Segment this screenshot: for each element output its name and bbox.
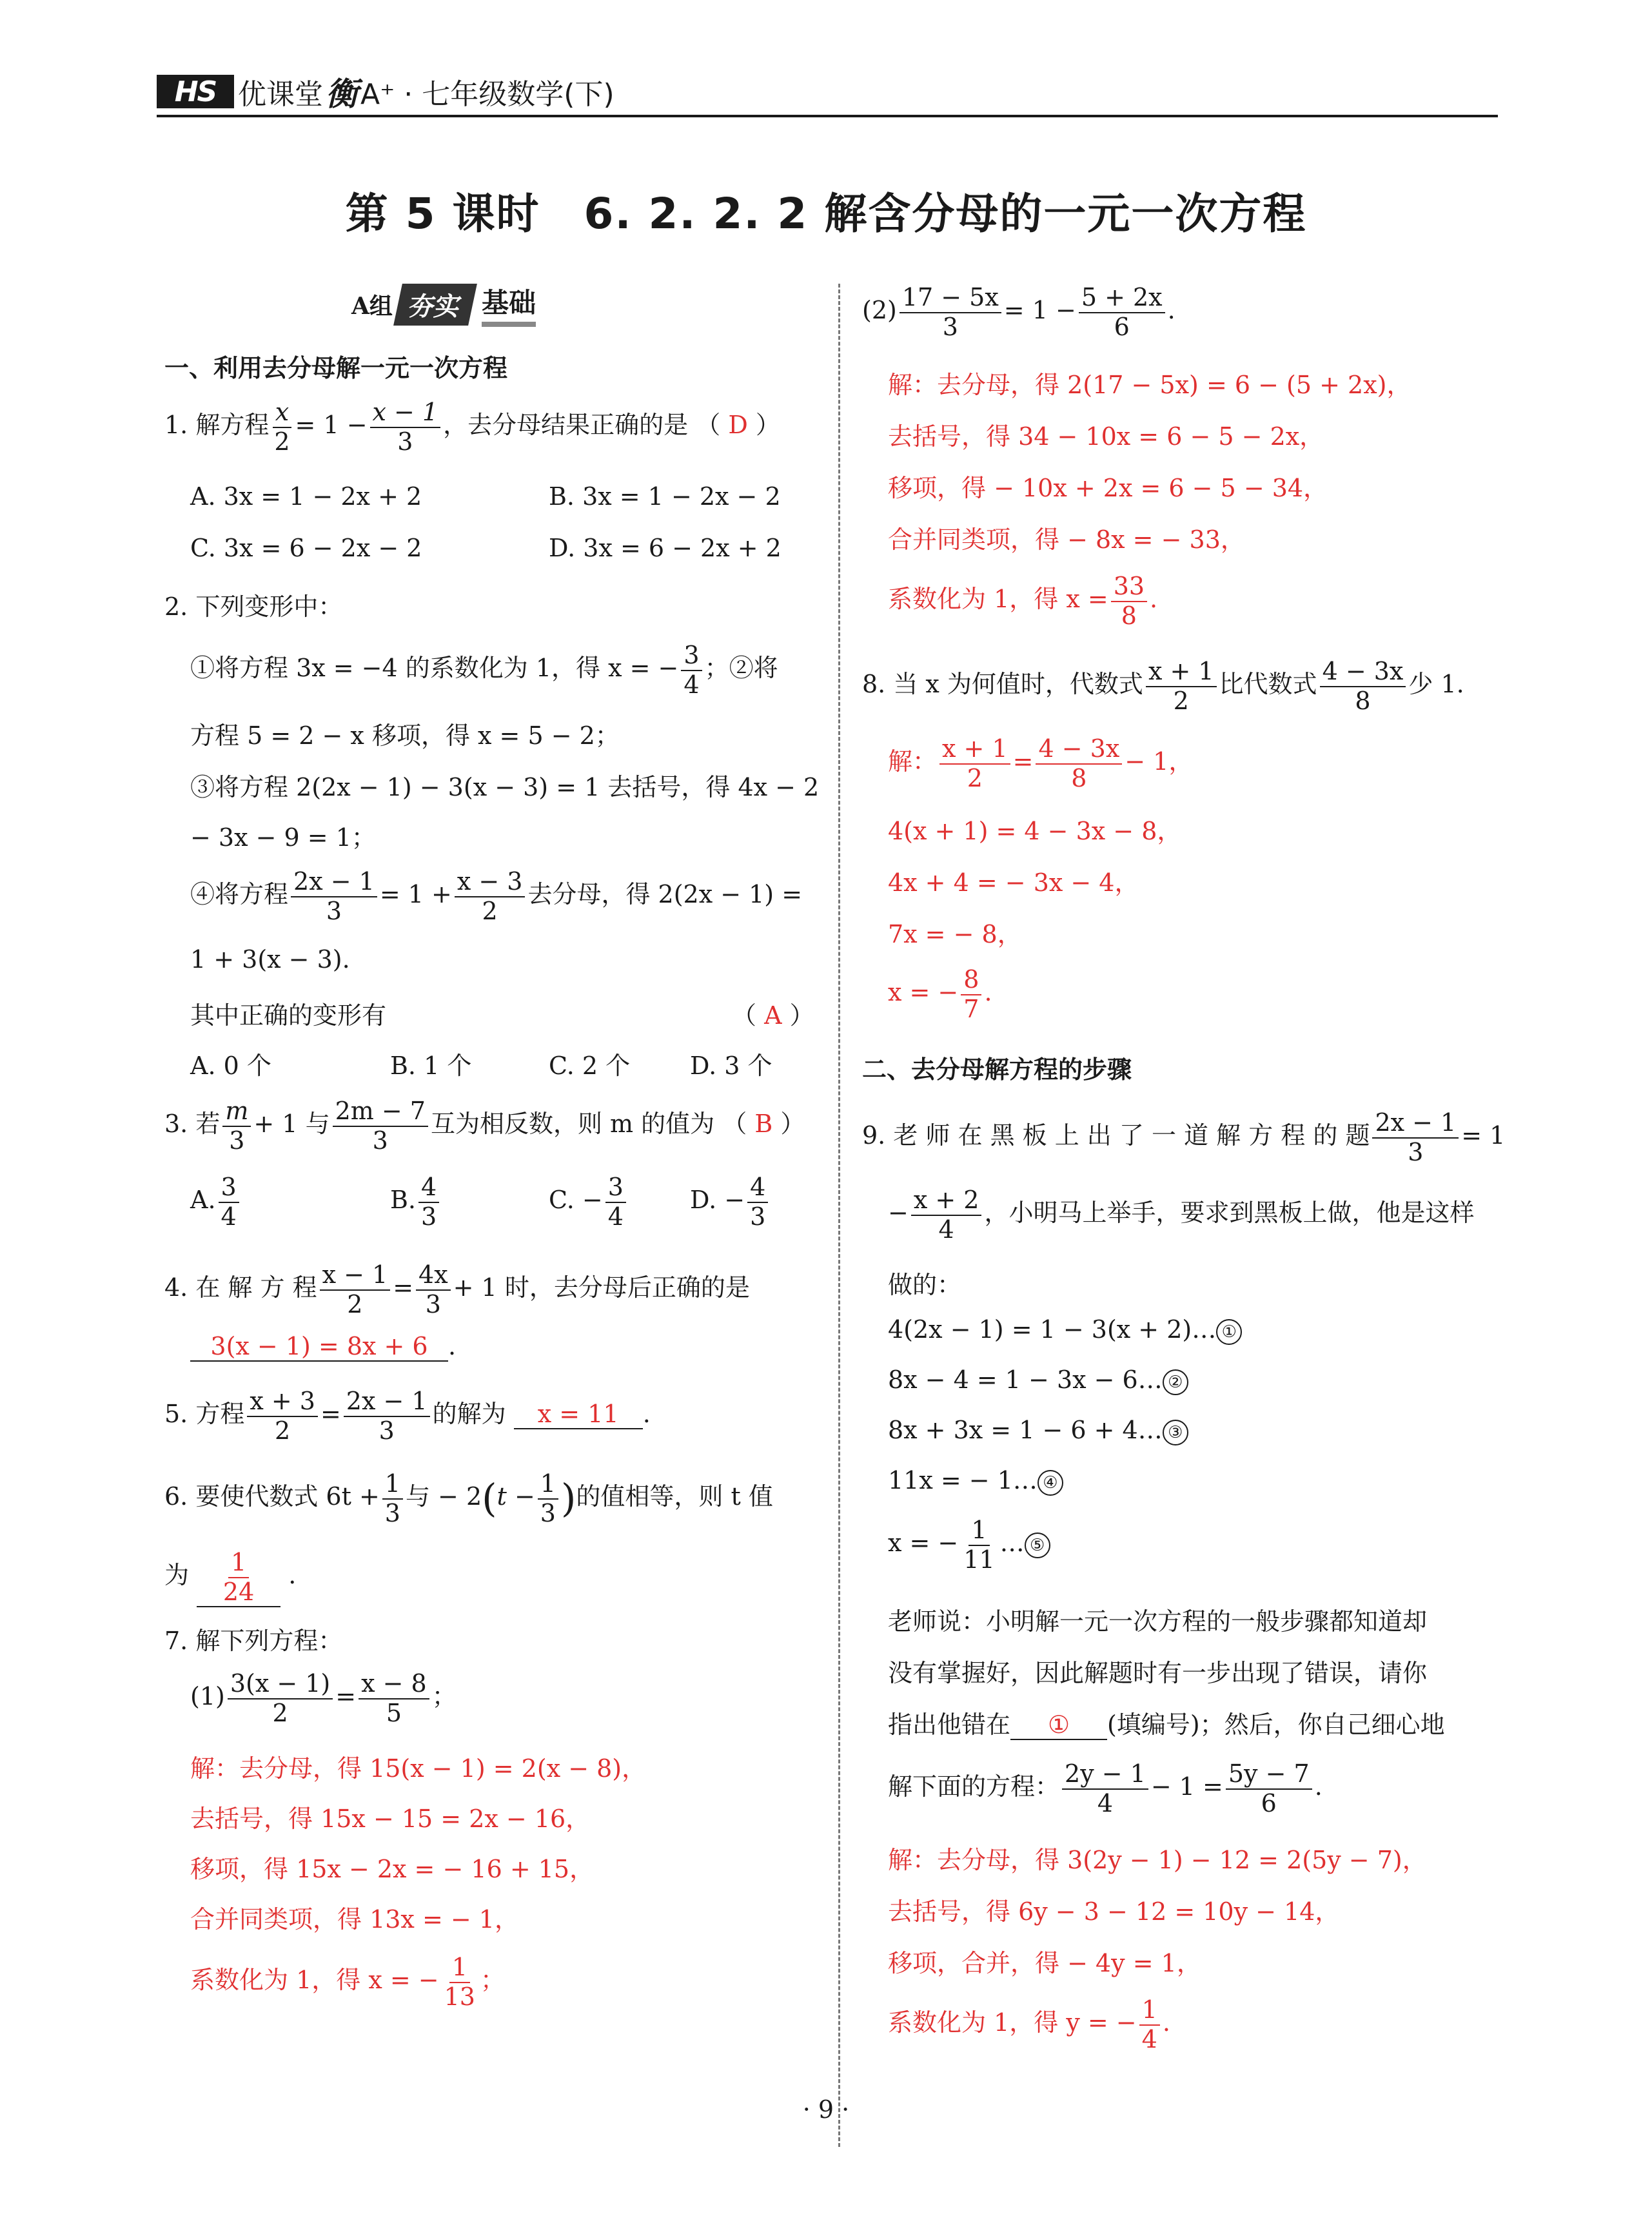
q7b-s5-frac xyxy=(1111,573,1147,630)
q6-answer xyxy=(197,1549,280,1607)
q9-w4: 11x = − 1… xyxy=(888,1466,1037,1494)
q7b-solution-5: 系数化为 1，得 x = $\frac{33}{8}$ . xyxy=(888,572,1158,630)
q9-l1b: = 1 xyxy=(1461,1121,1506,1150)
q9-w5-frac: $\frac{1}{11}$ xyxy=(963,1516,995,1574)
q9-w3: 8x + 3x = 1 − 6 + 4… xyxy=(888,1416,1163,1444)
q3-c-label: C. − xyxy=(549,1186,603,1215)
q9-line-3: 做的： xyxy=(888,1271,962,1299)
q9-step-3-marker: ③ xyxy=(1163,1420,1188,1445)
q9-t4: 解下面的方程： xyxy=(888,1772,1060,1801)
q2-option-d: D. 3 个 xyxy=(690,1052,772,1080)
q2-line-5 xyxy=(190,868,802,925)
q7-solution-5: 系数化为 1，得 x = − $\frac{1}{13}$ ； xyxy=(190,1953,505,2011)
q5-stem-c: 的解为 xyxy=(432,1400,506,1429)
q2-frac: $\frac{3}{4}$ xyxy=(681,641,702,699)
q7-solution-1: 解：去分母，得 15(x − 1) = 2(x − 8)， xyxy=(190,1754,647,1783)
q6-answer-line: 为 $\frac{1}{24}$ . xyxy=(164,1549,296,1607)
q3-a-label: A. xyxy=(190,1186,216,1215)
q1-stem: 1. 解方程 xyxy=(164,411,270,440)
q7-stem: 7. 解下列方程： xyxy=(164,1627,343,1655)
q2-line-4: − 3x − 9 = 1； xyxy=(190,823,376,852)
q9-t3b: (填编号)；然后，你自己细心地 xyxy=(1107,1710,1445,1739)
q9-s4-frac xyxy=(1139,1996,1160,2053)
q2-answer-bracket: （ A ） xyxy=(732,1001,814,1030)
q8-s1c: − 1， xyxy=(1125,747,1194,776)
q8-s1b: = xyxy=(1012,747,1034,776)
q8-s5: x = − xyxy=(888,978,959,1007)
q7b-solution-3: 移项，得 − 10x + 2x = 6 − 5 − 34， xyxy=(888,474,1328,502)
q8-stem-c: 少 1. xyxy=(1408,670,1464,699)
q9-step-5-marker: ⑤ xyxy=(1025,1533,1050,1558)
q7-p2-frac-2: $\frac{5 + 2x}{6}$ xyxy=(1079,284,1165,341)
q5-frac-1: $\frac{x + 3}{2}$ xyxy=(247,1387,318,1445)
q8-s5-num: 8 xyxy=(961,966,981,995)
q7-p1b: = xyxy=(335,1682,357,1711)
q7-p1c: ； xyxy=(431,1682,457,1711)
section-heading-1: 一、利用去分母解一元一次方程 xyxy=(164,354,508,382)
q4-frac-1: $\frac{x - 1}{2}$ xyxy=(320,1261,391,1318)
q9-solution-3: 移项，合并，得 − 4y = 1， xyxy=(888,1949,1201,1977)
q9-l1: 9. 老 师 在 黑 板 上 出 了 一 道 解 方 程 的 题 xyxy=(862,1121,1370,1150)
q7-solution-4: 合并同类项，得 13x = − 1， xyxy=(190,1905,519,1934)
q6-stem-b: 与 − 2 xyxy=(405,1482,482,1511)
q9-frac-2: $\frac{x + 2}{4}$ xyxy=(911,1186,982,1244)
q4-answer: 3(x − 1) = 8x + 6 xyxy=(190,1332,448,1362)
q4-stem: 4. 在 解 方 程 xyxy=(164,1273,317,1302)
q7-s5: 系数化为 1，得 x = − xyxy=(190,1966,439,1995)
q3-stem-c: 互为相反数，则 m 的值为 （ xyxy=(430,1110,747,1139)
q8-s5-frac xyxy=(961,966,981,1023)
q3-option-a xyxy=(190,1173,242,1231)
q4-frac-2: $\frac{4x}{3}$ xyxy=(416,1261,451,1318)
q1-frac-1: $\frac{x}{2}$ xyxy=(271,398,292,456)
q3-c-frac: $\frac{3}{4}$ xyxy=(605,1173,626,1231)
q7-s5-frac xyxy=(442,1954,478,2011)
q9-work-4 xyxy=(888,1466,1063,1496)
q3-b-label: B. xyxy=(390,1186,417,1215)
q9-l2: − xyxy=(888,1199,909,1228)
page-header xyxy=(157,72,615,111)
question-8 xyxy=(862,658,1464,715)
q2-option-a: A. 0 个 xyxy=(190,1052,271,1080)
book-title: A⁺ · 七年级数学(下) xyxy=(360,78,615,111)
q7b-s5: 系数化为 1，得 x = xyxy=(888,585,1108,614)
question-3: 3. 若 $\frac{m}{3}$ + 1 与 $\frac{2m - 7}{3}$ 互为相反数，则 m 的值为 （ B ） xyxy=(164,1097,805,1155)
q9-frac-1: $\frac{2x - 1}{3}$ xyxy=(1372,1109,1459,1166)
q1-option-b: B. 3x = 1 − 2x − 2 xyxy=(549,482,781,511)
q8-frac-1: $\frac{x + 1}{2}$ xyxy=(1146,658,1217,715)
q7-part-2: (2) $\frac{17 - 5x}{3}$ = 1 − $\frac{5 + 2x}{6}$ . xyxy=(862,283,1175,341)
q9-line-2 xyxy=(888,1186,1474,1244)
q2-option-c: C. 2 个 xyxy=(549,1052,631,1080)
q8-frac-2: $\frac{4 - 3x}{8}$ xyxy=(1320,658,1406,715)
q2-frac-2: $\frac{2x - 1}{3}$ xyxy=(291,868,377,925)
q9-l2b: ，小明马上举手，要求到黑板上做，他是这样 xyxy=(984,1199,1475,1228)
q2-l5c: 去分母，得 2(2x − 1) = xyxy=(527,880,803,909)
q3-a-frac: $\frac{3}{4}$ xyxy=(219,1173,239,1231)
q2-l1b: ；②将 xyxy=(704,654,778,683)
q9-t4-frac-2: $\frac{5y - 7}{6}$ xyxy=(1226,1760,1312,1817)
q8-solution-4: 7x = − 8， xyxy=(888,920,1022,948)
q7-frac-1: $\frac{3(x - 1)}{2}$ xyxy=(228,1670,333,1727)
q6-stem-c: 的值相等，则 t 值 xyxy=(576,1482,773,1511)
q2-frac-3: $\frac{x - 3}{2}$ xyxy=(455,868,526,925)
q9-blank-answer: ① xyxy=(1010,1710,1107,1740)
question-5: 5. 方程 $\frac{x + 3}{2}$ = $\frac{2x - 1}{3}$ 的解为 x = 11 . xyxy=(164,1387,651,1445)
column-divider xyxy=(838,284,840,2147)
q1-answer: D xyxy=(728,411,748,440)
badge-box: 夯实 xyxy=(393,284,477,326)
q9-s4: 系数化为 1，得 y = − xyxy=(888,2008,1137,2037)
q9-text-1: 老师说：小明解一元一次方程的一般步骤都知道却 xyxy=(888,1607,1428,1636)
q2-l5b: = 1 + xyxy=(379,880,452,909)
badge-group: A组 xyxy=(351,292,393,320)
section-heading-2: 二、去分母解方程的步骤 xyxy=(862,1055,1132,1084)
q9-work-1 xyxy=(888,1315,1242,1345)
q7b-s5-num: 33 xyxy=(1111,573,1147,602)
q4-stem-b: = xyxy=(393,1273,414,1302)
q3-option-c xyxy=(549,1173,629,1231)
question-1 xyxy=(164,398,780,456)
q8-solution-3: 4x + 4 = − 3x − 4， xyxy=(888,868,1139,897)
q5-answer: x = 11 xyxy=(514,1400,643,1429)
header-rule xyxy=(157,115,1498,117)
q9-s4-num: 1 xyxy=(1139,1996,1160,2026)
q9-w2: 8x − 4 = 1 − 3x − 6… xyxy=(888,1366,1163,1394)
q1-stem-b: = 1 − xyxy=(295,411,368,440)
q3-frac-2: $\frac{2m - 7}{3}$ xyxy=(333,1097,428,1155)
q1-option-a: A. 3x = 1 − 2x + 2 xyxy=(190,482,422,511)
brand-name: 优课堂 xyxy=(238,78,323,111)
q9-t3a: 指出他错在 xyxy=(888,1710,1011,1739)
q9-line-1 xyxy=(862,1109,1505,1166)
q9-t4-frac-1: $\frac{2y - 1}{4}$ xyxy=(1062,1760,1148,1817)
q7-solution-3: 移项，得 15x − 2x = − 16 + 15， xyxy=(190,1855,595,1883)
q6-frac-1: $\frac{1}{3}$ xyxy=(382,1470,403,1527)
question-6: 6. 要使代数式 6t + $\frac{1}{3}$ 与 − 2(t − $\frac{1}{3}$ )的值相等，则 t 值 xyxy=(164,1469,773,1527)
q6-frac-2: $\frac{1}{3}$ xyxy=(538,1470,558,1527)
q9-work-3 xyxy=(888,1416,1188,1445)
q6-stem: 6. 要使代数式 6t + xyxy=(164,1482,380,1511)
q3-option-b xyxy=(390,1173,442,1231)
q5-stem: 5. 方程 xyxy=(164,1400,245,1429)
q8-s1: 解： xyxy=(888,747,938,776)
q2-l5: ④将方程 xyxy=(190,880,289,909)
q9-work-2 xyxy=(888,1366,1188,1395)
q3-b-frac: $\frac{4}{3}$ xyxy=(418,1173,439,1231)
q9-step-4-marker: ④ xyxy=(1037,1470,1063,1496)
q7-solution-2: 去括号，得 15x − 15 = 2x − 16， xyxy=(190,1805,591,1833)
hs-logo: HS xyxy=(157,75,234,108)
q7-p2: (2) xyxy=(862,296,897,325)
q9-step-2-marker: ② xyxy=(1163,1369,1188,1395)
q7-p2b: = 1 − xyxy=(1003,296,1076,325)
badge-word: 基础 xyxy=(482,282,536,327)
q8-solution-5: x = − $\frac{8}{7}$ . xyxy=(888,965,992,1023)
q9-work-5: x = − $\frac{1}{11}$ … ⑤ xyxy=(888,1516,1050,1574)
lesson-title: 第 5 课时 6. 2. 2. 2 解含分母的一元一次方程 xyxy=(345,189,1307,239)
q1-stem-c: ，去分母结果正确的是 （ xyxy=(443,411,721,440)
q3-stem: 3. 若 xyxy=(164,1110,221,1139)
q5-stem-b: = xyxy=(320,1400,341,1429)
q8-s1-frac-1: $\frac{x + 1}{2}$ xyxy=(939,735,1010,792)
q8-s1-frac-2: $\frac{4 - 3x}{8}$ xyxy=(1036,735,1122,792)
q3-answer: B xyxy=(754,1110,773,1139)
q9-s4-den: 4 xyxy=(1141,2024,1157,2053)
q8-solution-1 xyxy=(888,735,1193,792)
q2-l1: ①将方程 3x = −4 的系数化为 1，得 x = − xyxy=(190,654,679,683)
q3-option-d xyxy=(690,1173,771,1231)
q7-frac-2: $\frac{x - 8}{5}$ xyxy=(359,1670,429,1727)
q7-part-1 xyxy=(190,1670,457,1727)
q1-frac-2: $\frac{x - 1}{3}$ xyxy=(370,398,441,456)
q3-d-frac: $\frac{4}{3}$ xyxy=(747,1173,768,1231)
page-number: · 9 · xyxy=(802,2095,850,2124)
q9-solution-2: 去括号，得 6y − 3 − 12 = 10y − 14， xyxy=(888,1897,1340,1926)
q1-option-c: C. 3x = 6 − 2x − 2 xyxy=(190,534,422,562)
q2-line-3: ③将方程 2(2x − 1) − 3(x − 3) = 1 去括号，得 4x − 2 xyxy=(190,773,820,801)
q9-solution-1: 解：去分母，得 3(2y − 1) − 12 = 2(5y − 7)， xyxy=(888,1846,1427,1874)
q6-l2: 为 xyxy=(164,1561,190,1590)
q9-w1: 4(2x − 1) = 1 − 3(x + 2)… xyxy=(888,1315,1217,1344)
q7b-solution-1: 解：去分母，得 2(17 − 5x) = 6 − (5 + 2x)， xyxy=(888,371,1411,399)
q7-p2-frac-1: $\frac{17 - 5x}{3}$ xyxy=(900,284,1001,341)
q8-stem: 8. 当 x 为何值时，代数式 xyxy=(862,670,1143,699)
q9-solution-4: 系数化为 1，得 y = − $\frac{1}{4}$ . xyxy=(888,1995,1170,2053)
q9-text-3 xyxy=(888,1705,1445,1740)
q2-line-1 xyxy=(190,641,778,699)
q6-answer-den: 24 xyxy=(222,1577,255,1606)
group-badge xyxy=(351,284,536,325)
q7-s5-num: 1 xyxy=(449,1954,470,1983)
q2-line-7: 其中正确的变形有 xyxy=(190,1001,387,1030)
q2-stem: 2. 下列变形中： xyxy=(164,592,343,621)
q9-text-4: 解下面的方程： $\frac{2y - 1}{4}$ − 1 = $\frac{5y - 7}{6}$ . xyxy=(888,1759,1323,1817)
q2-line-2: 方程 5 = 2 − x 移项，得 x = 5 − 2； xyxy=(190,721,620,750)
q7-p1: (1) xyxy=(190,1682,225,1711)
q7b-s5-den: 8 xyxy=(1121,601,1137,630)
brand-script: 衡 xyxy=(326,75,358,113)
q7b-solution-2: 去括号，得 34 − 10x = 6 − 5 − 2x， xyxy=(888,422,1324,451)
q2-answer: A xyxy=(764,1001,782,1030)
q4-answer-line: 3(x − 1) = 8x + 6 . xyxy=(190,1332,456,1362)
q1-close: ） xyxy=(755,411,780,440)
q8-solution-2: 4(x + 1) = 4 − 3x − 8， xyxy=(888,817,1182,845)
q3-stem-b: + 1 与 xyxy=(253,1110,330,1139)
q3-d-label: D. − xyxy=(690,1186,745,1215)
q7b-solution-4: 合并同类项，得 − 8x = − 33， xyxy=(888,525,1245,554)
q2-option-b: B. 1 个 xyxy=(390,1052,472,1080)
q8-stem-b: 比代数式 xyxy=(1219,670,1317,699)
q2-line-6: 1 + 3(x − 3). xyxy=(190,945,350,974)
q8-s5-den: 7 xyxy=(963,994,979,1023)
q4-stem-c: + 1 时，去分母后正确的是 xyxy=(453,1273,750,1302)
q6-answer-num: 1 xyxy=(228,1549,249,1578)
q5-frac-2: $\frac{2x - 1}{3}$ xyxy=(344,1387,430,1445)
q9-w5: x = − xyxy=(888,1529,959,1558)
q9-text-2: 没有掌握好，因此解题时有一步出现了错误，请你 xyxy=(888,1659,1428,1687)
q1-option-d: D. 3x = 6 − 2x + 2 xyxy=(549,534,782,562)
q9-t4b: − 1 = xyxy=(1150,1772,1223,1801)
q9-step-1-marker: ① xyxy=(1216,1319,1242,1345)
q7-s5-den: 13 xyxy=(444,1982,475,2011)
q3-frac-1: $\frac{m}{3}$ xyxy=(222,1097,251,1155)
question-4 xyxy=(164,1261,750,1318)
